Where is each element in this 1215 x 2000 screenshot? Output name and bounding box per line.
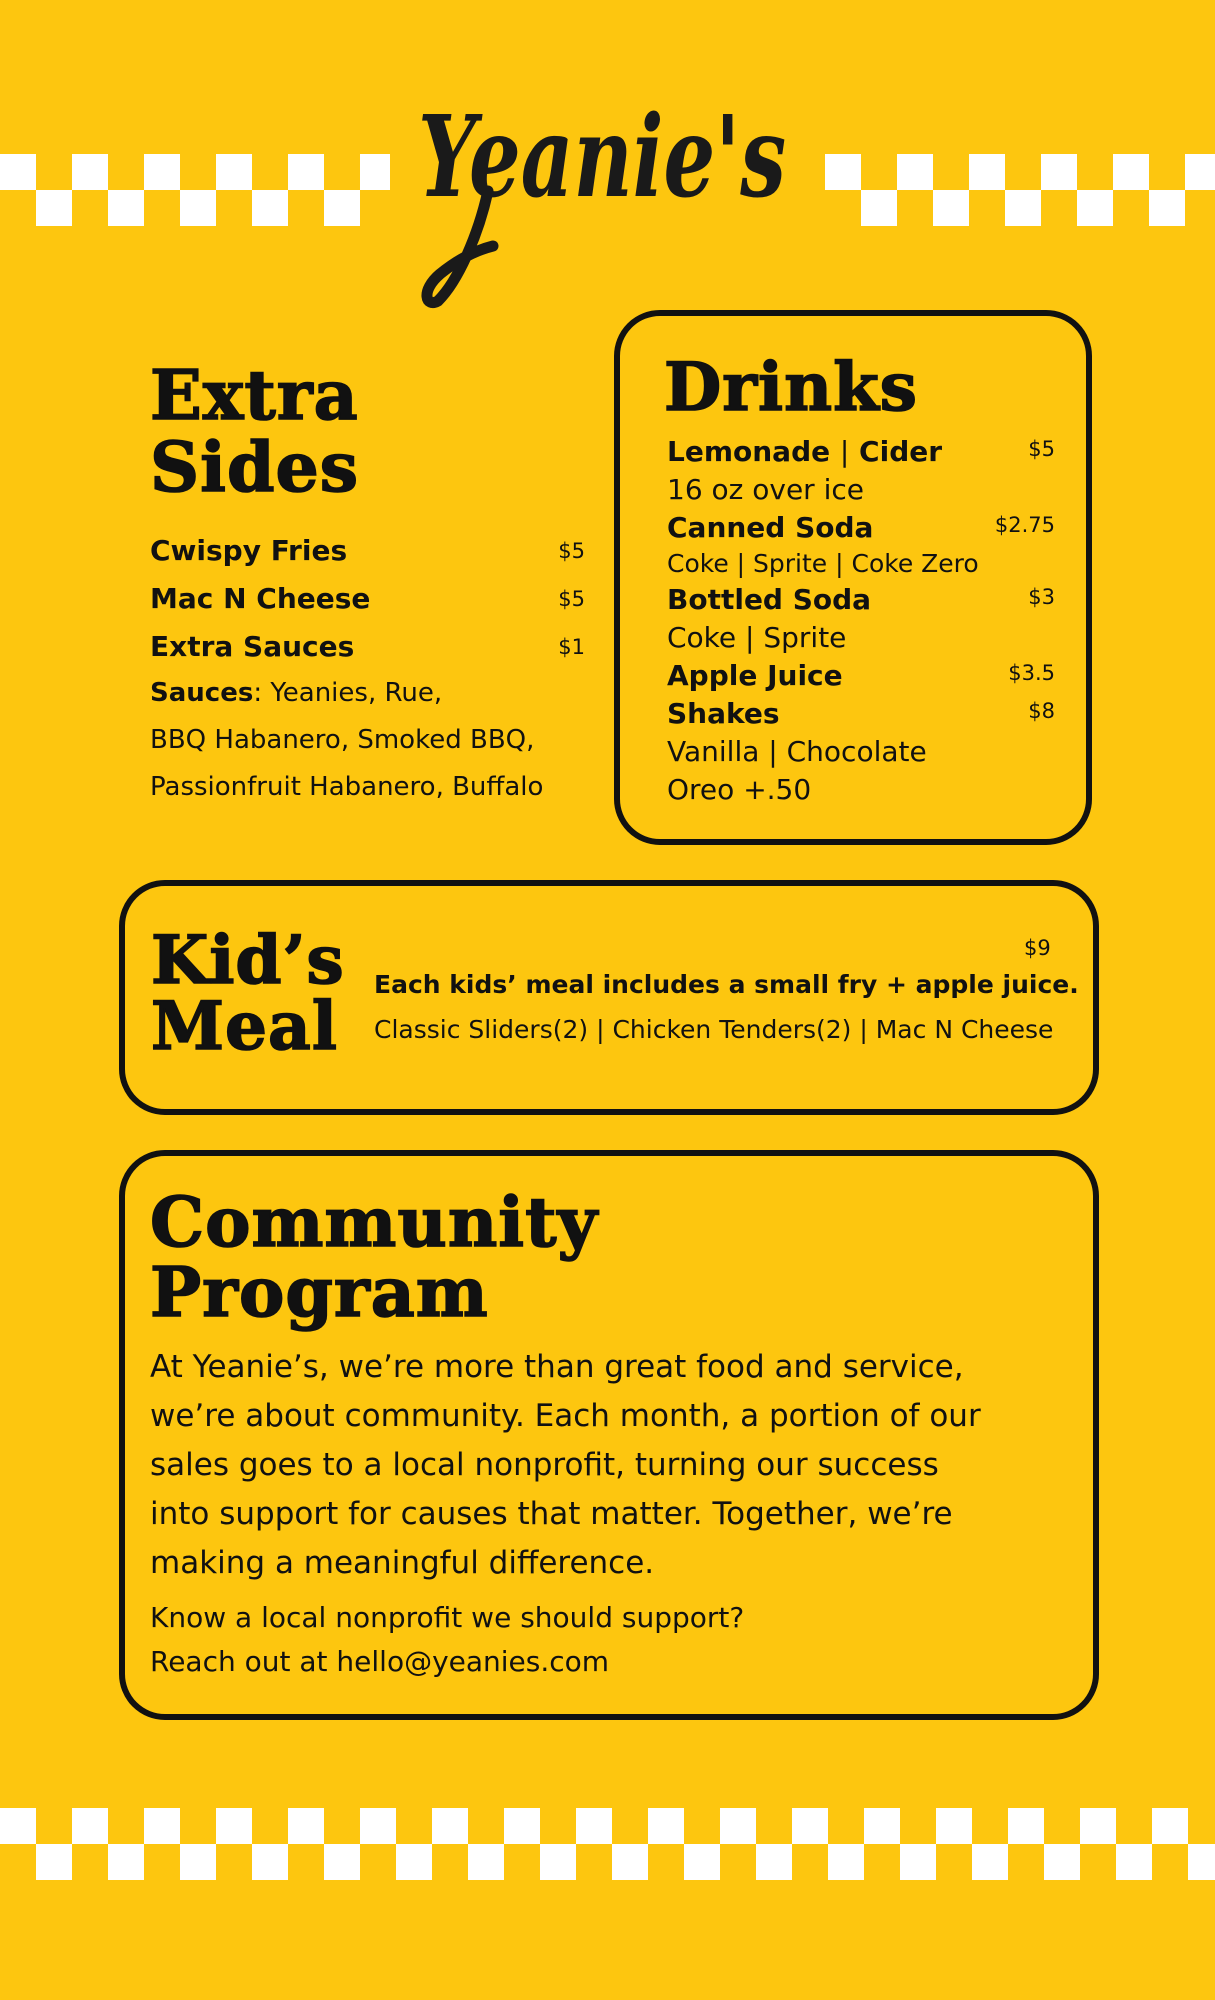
- drink-item-shakes: [667, 695, 1055, 809]
- logo-text: Yeanie's: [418, 92, 786, 223]
- checker-border-top-left: [0, 154, 390, 226]
- drink-name: Apple Juice: [667, 659, 843, 692]
- drink-item-apple-juice: [667, 657, 1055, 695]
- extra-sides-list: [150, 528, 585, 811]
- side-item-fries: [150, 528, 585, 576]
- drink-name: Bottled Soda: [667, 583, 872, 616]
- drink-price: $8: [1028, 699, 1055, 723]
- drink-description: Coke | Sprite: [667, 621, 847, 654]
- yeanies-logo: [418, 86, 798, 311]
- kids-meal-options: Classic Sliders(2) | Chicken Tenders(2) | Mac N Cheese: [374, 1015, 1054, 1044]
- checker-squares: [825, 154, 1215, 226]
- side-item-price: $5: [558, 539, 585, 563]
- side-item-name: Cwispy Fries: [150, 534, 348, 567]
- community-contact: Know a local nonprofit we should support? Reach out at hello@yeanies.com: [150, 1596, 1050, 1684]
- kids-meal-heading: Kid’s Meal: [151, 921, 345, 1065]
- drink-price: $5: [1028, 437, 1055, 461]
- drink-description: Coke | Sprite | Coke Zero: [667, 549, 979, 578]
- drink-price: $3.5: [1008, 661, 1055, 685]
- drink-name: Canned Soda: [667, 511, 874, 544]
- drink-name: Shakes: [667, 697, 780, 730]
- drinks-list: [667, 433, 1055, 809]
- checker-border-top-right: [825, 154, 1215, 226]
- side-item-extra-sauces: [150, 624, 585, 672]
- side-item-name: Extra Sauces: [150, 630, 355, 663]
- side-item-price: $1: [558, 635, 585, 659]
- sauces-list: Sauces: Yeanies, Rue, BBQ Habanero, Smoked BBQ, Passionfruit Habanero, Buffalo: [150, 678, 544, 802]
- drink-item-canned-soda: [667, 509, 1055, 581]
- kids-meal-description: Each kids’ meal includes a small fry + apple juice.: [374, 970, 1079, 999]
- side-item-mac-n-cheese: [150, 576, 585, 624]
- community-program-heading: Community Program: [150, 1183, 599, 1333]
- drinks-heading: Drinks: [664, 348, 918, 426]
- community-program-body: At Yeanie’s, we’re more than great food and service, we’re about community. Each month, a portion of our sales goes to a local nonprofit, turning our success into support for causes that matter. Together, we’re making a meaningful difference.: [150, 1349, 981, 1581]
- drink-price: $3: [1028, 585, 1055, 609]
- drink-item-bottled-soda: [667, 581, 1055, 657]
- checker-squares: [0, 154, 390, 226]
- extra-sides-heading: Extra Sides: [150, 356, 360, 508]
- logo-wordmark: [418, 86, 798, 311]
- drink-description: 16 oz over ice: [667, 473, 864, 506]
- side-item-name: Mac N Cheese: [150, 582, 371, 615]
- kids-meal-price: $9: [1024, 936, 1051, 960]
- contact-email-line: Reach out at hello@yeanies.com: [150, 1645, 610, 1678]
- drink-description-addon: Oreo +.50: [667, 773, 812, 806]
- side-item-price: $5: [558, 587, 585, 611]
- drink-item-lemonade-cider: Lemonade | Cider $5 16 oz over ice: [667, 433, 1055, 509]
- checker-border-bottom: [0, 1808, 1215, 1880]
- drink-description: Vanilla | Chocolate: [667, 735, 927, 768]
- sauces-label: Sauces: [150, 678, 254, 708]
- drink-price: $2.75: [994, 513, 1055, 537]
